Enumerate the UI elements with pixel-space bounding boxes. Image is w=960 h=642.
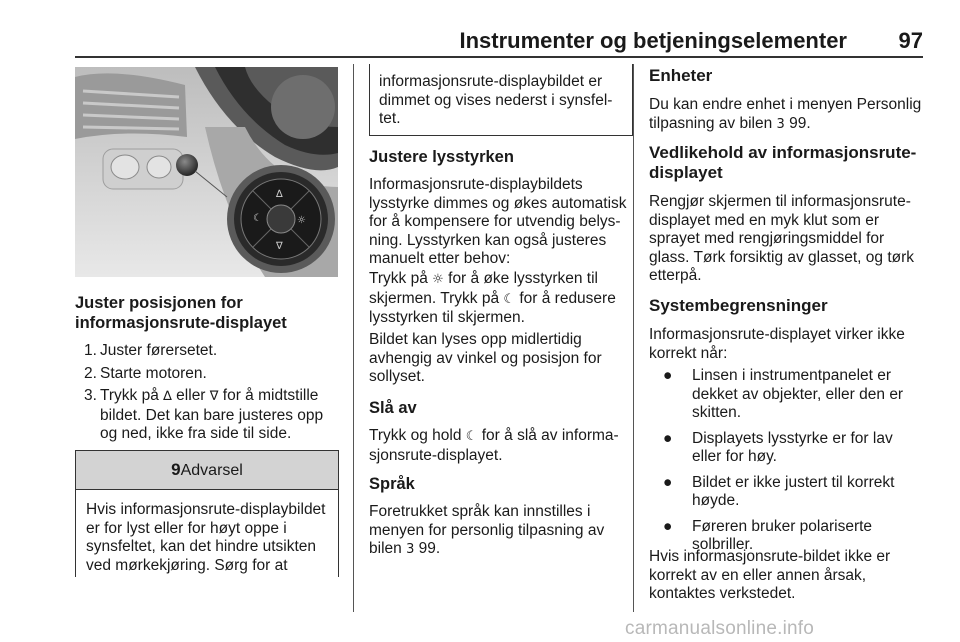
moon-icon: ☾	[503, 291, 516, 307]
bullet-icon: ●	[663, 429, 673, 447]
list-item: ● Displayets lysstyrke er for lav eller for høy.	[663, 429, 893, 465]
list-item: ● Føreren bruker polariserte solbriller.	[663, 517, 873, 553]
section-heading-language: Språk	[369, 475, 415, 493]
arrow-down-icon: ∇	[209, 389, 219, 404]
warning-title: Advarsel	[180, 462, 243, 479]
adjust-steps-list	[75, 342, 338, 444]
page-number: 97	[898, 28, 923, 53]
column-divider	[353, 64, 354, 612]
limitations-intro: Informasjonsrute-displayet virker ikke korrekt når:	[649, 326, 905, 362]
turn-off-paragraph: Trykk og hold ☾ for å slå av informasjonsrute-displayet.	[369, 427, 619, 464]
language-paragraph: Foretrukket språk kan innstilles i menyen for personlig tilpasning av bilen 3 99.	[369, 503, 605, 557]
maintenance-paragraph: Rengjør skjermen til informasjonsrute-displayet med en myk klut som er sprayet med rengjøringsmiddel for glass. Tørk forsiktig av glasset, og tørk etterpå.	[649, 193, 915, 284]
bullet-icon: ●	[663, 367, 673, 384]
bullet-icon: ●	[663, 517, 673, 535]
dashboard-illustration	[75, 67, 338, 277]
arrow-up-icon: ∆	[163, 389, 172, 404]
sunlight-paragraph: Bildet kan lyses opp midlertidig avhengig av vinkel og posisjon for sollyset.	[369, 331, 602, 385]
page-header	[75, 28, 923, 58]
list-item: ● Linsen i instrumentpanelet er dekket av objekter, eller den er skitten.	[663, 367, 904, 421]
section-heading-brightness: Justere lysstyrken	[369, 148, 514, 166]
warning-box	[75, 450, 339, 577]
closing-paragraph: Hvis informasjonsrute-bildet ikke er korrekt av en eller annen årsak, kontaktes verkstedet.	[649, 548, 891, 602]
svg-text:☾: ☾	[253, 213, 262, 224]
warning-continuation-text: informasjonsrute-displaybildet er dimmet og vises nederst i synsfeltet.	[379, 73, 613, 127]
section-heading-adjust-position: Juster posisjonen for informasjonsrute-displayet	[75, 294, 287, 332]
watermark: carmanualsonline.info	[625, 618, 815, 639]
page-reference-icon: 3	[406, 542, 415, 557]
list-item: 2. Starte motoren.	[84, 364, 207, 382]
section-heading-turn-off: Slå av	[369, 399, 417, 417]
section-heading-maintenance: Vedlikehold av informasjonsrute-displayet	[649, 143, 917, 182]
svg-text:∇: ∇	[276, 241, 283, 252]
section-heading-units: Enheter	[649, 66, 713, 85]
brightness-instructions: Trykk på ☼ for å øke lysstyrken til skjermen. Trykk på ☾ for å redusere lysstyrken til skjermen.	[369, 270, 616, 326]
page-reference-icon: 3	[776, 116, 785, 132]
chapter-title: Instrumenter og betjeningselementer	[459, 28, 847, 53]
svg-text:☼: ☼	[297, 215, 306, 226]
list-item: 1. Juster førersetet.	[84, 342, 218, 359]
sun-icon: ☼	[432, 272, 444, 287]
warning-text: Hvis informasjonsrute-displaybildet er for lyst eller for høyt oppe i synsfeltet, kan det hindre utsikten ved mørkekjøring. Sørg for at	[86, 501, 326, 574]
limitations-list	[649, 367, 925, 562]
dashboard-control-photo	[75, 67, 338, 277]
bullet-icon: ●	[663, 473, 673, 491]
warning-header	[76, 451, 338, 490]
svg-text:∆: ∆	[276, 189, 283, 200]
moon-icon: ☾	[465, 429, 478, 444]
warning-box-continuation	[369, 64, 633, 136]
brightness-paragraph: Informasjonsrute-displaybildets lysstyrke dimmes og økes automatisk for å kompensere for utvendig belysning. Lysstyrken kan også justeres manuelt etter behov:	[369, 176, 627, 267]
units-paragraph: Du kan endre enhet i menyen Personlig tilpasning av bilen 3 99.	[649, 96, 922, 132]
list-item: 3. Trykk på ∆ eller ∇ for å midtstille bildet. Det kan bare justeres opp og ned, ikke fra side til side.	[84, 387, 324, 442]
column-divider	[633, 64, 634, 612]
list-item: ● Bildet er ikke justert til korrekt høyde.	[663, 473, 895, 509]
section-heading-limitations: Systembegrensninger	[649, 296, 828, 315]
warning-icon: 9	[171, 460, 181, 479]
